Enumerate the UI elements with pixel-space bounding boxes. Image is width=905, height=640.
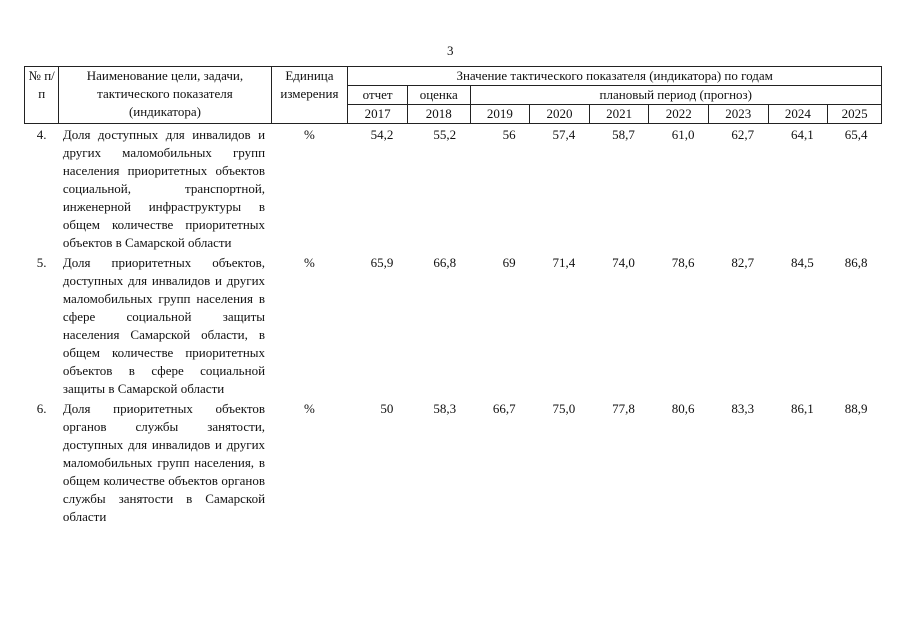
header-plan: плановый период (прогноз) <box>470 86 881 105</box>
table-row <box>25 124 882 253</box>
header-year: 2024 <box>768 105 828 124</box>
value-cell: 50 <box>380 401 394 416</box>
header-unit: Единица измерения <box>271 67 348 124</box>
value-cell: 80,6 <box>671 401 695 416</box>
value-cell: 61,0 <box>671 127 695 142</box>
value-cell: 69 <box>502 255 516 270</box>
value-cell: 71,4 <box>552 255 576 270</box>
value-cell: 58,7 <box>612 127 635 142</box>
value-cell: 84,5 <box>790 255 814 270</box>
value-cell: 82,7 <box>731 255 755 270</box>
table-row <box>25 252 882 398</box>
value-cell: 75,0 <box>552 401 576 416</box>
value-cell: 57,4 <box>552 127 576 142</box>
table-row <box>25 398 882 526</box>
row-number: 5. <box>36 255 47 270</box>
header-year: 2022 <box>649 105 709 124</box>
value-cell: 74,0 <box>612 255 635 270</box>
indicator-name: Доля доступных для инвалидов и других маломобильных групп населения приоритетных объектов социальной, транспортной, инженерной инфраструктуры в общем количестве приоритетных объектов в Самарской области <box>62 127 266 250</box>
value-cell: 55,2 <box>433 127 457 142</box>
header-estimate: оценка <box>407 86 470 105</box>
unit-cell: % <box>304 127 315 142</box>
header-year: 2023 <box>709 105 769 124</box>
value-cell: 86,1 <box>790 401 814 416</box>
value-cell: 64,1 <box>790 127 814 142</box>
value-cell: 86,8 <box>844 255 868 270</box>
header-year: 2025 <box>828 105 882 124</box>
header-report: отчет <box>348 86 408 105</box>
header-year: 2020 <box>530 105 590 124</box>
indicator-name: Доля приоритетных объектов, доступных для инвалидов и других маломобильных групп населения в сфере социальной защиты населения Самарской области, в общем количестве приоритетных объектов в сфере социальной защиты в Самарской области <box>62 255 266 396</box>
unit-cell: % <box>304 401 315 416</box>
value-cell: 65,9 <box>370 255 394 270</box>
header-name: Наименование цели, задачи, тактического показателя (индикатора) <box>59 67 271 124</box>
header-year: 2021 <box>589 105 649 124</box>
value-cell: 77,8 <box>612 401 635 416</box>
value-cell: 66,7 <box>492 401 516 416</box>
value-cell: 88,9 <box>844 401 868 416</box>
header-year: 2019 <box>470 105 530 124</box>
indicator-name: Доля приоритетных объектов органов службы занятости, доступных для инвалидов и других маломобильных групп населения, в общем количестве объектов органов службы занятости в Самарской области <box>62 401 266 524</box>
header-year: 2017 <box>348 105 408 124</box>
value-cell: 83,3 <box>731 401 755 416</box>
unit-cell: % <box>304 255 315 270</box>
value-cell: 65,4 <box>844 127 868 142</box>
value-cell: 56 <box>502 127 516 142</box>
indicator-table <box>24 66 882 526</box>
row-number: 4. <box>36 127 47 142</box>
value-cell: 78,6 <box>671 255 695 270</box>
value-cell: 54,2 <box>370 127 394 142</box>
page-number: 3 <box>447 43 454 58</box>
header-year: 2018 <box>407 105 470 124</box>
value-cell: 62,7 <box>731 127 755 142</box>
value-cell: 58,3 <box>433 401 457 416</box>
header-values-group: Значение тактического показателя (индикатора) по годам <box>348 67 882 86</box>
header-num: № п/п <box>25 67 59 124</box>
value-cell: 66,8 <box>433 255 457 270</box>
row-number: 6. <box>36 401 47 416</box>
